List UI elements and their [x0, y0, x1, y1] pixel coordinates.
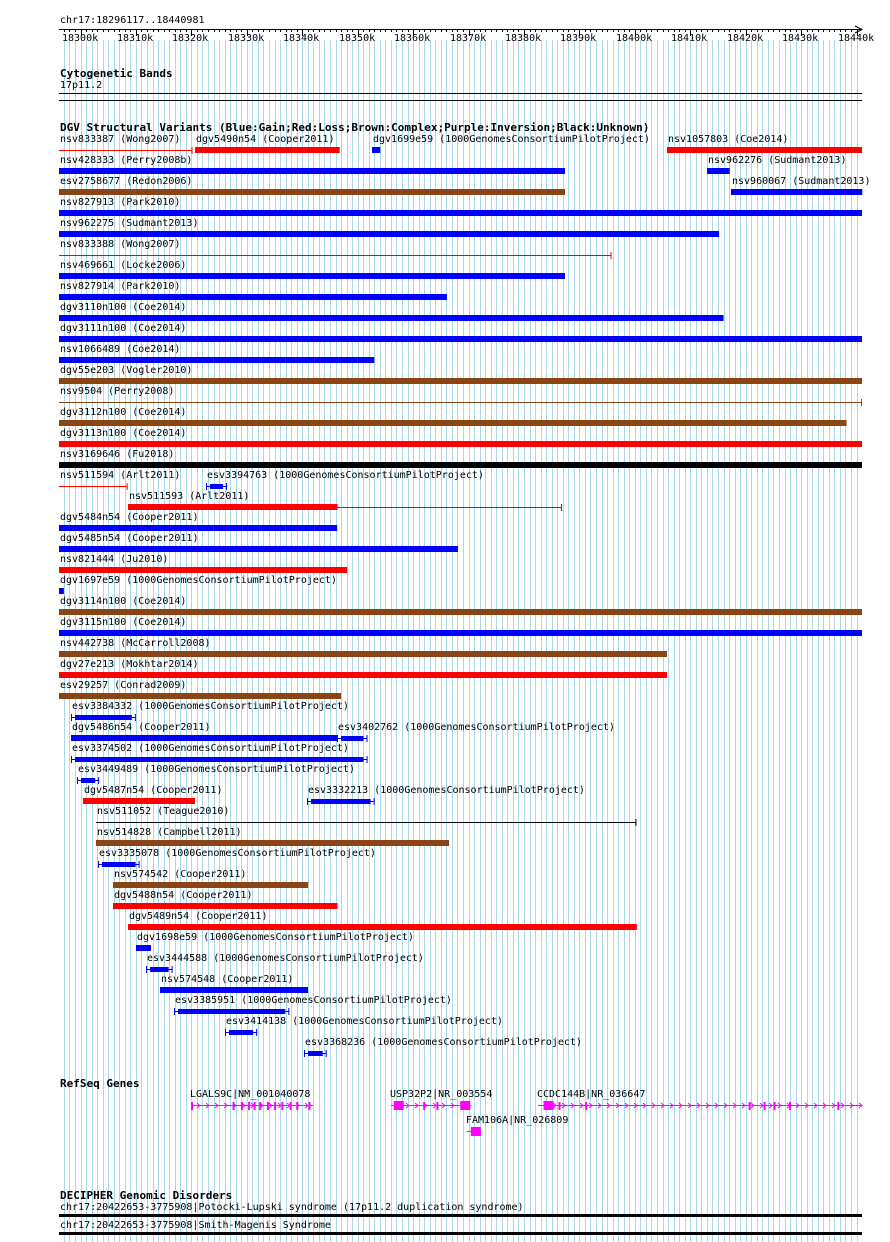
sv-bar	[59, 588, 64, 594]
sv-feature	[303, 1049, 330, 1058]
sv-bar	[59, 693, 341, 699]
sv-label: nsv9504 (Perry2008)	[60, 386, 175, 397]
sv-feature	[194, 146, 343, 155]
sv-feature	[371, 146, 384, 155]
ruler-tick-label: 18330k	[228, 33, 265, 44]
sv-bar	[102, 862, 136, 867]
sv-feature	[97, 860, 143, 869]
cytoband-bottom-line	[59, 100, 862, 101]
sv-label: nsv827913 (Park2010)	[60, 197, 181, 208]
sv-feature	[159, 986, 312, 995]
sv-bar	[178, 1009, 285, 1014]
sv-bar	[59, 231, 719, 237]
sv-feature	[127, 923, 640, 932]
sv-label: nsv821444 (Ju2010)	[60, 554, 169, 565]
decipher-bar	[59, 1232, 862, 1235]
gene-exon	[267, 1102, 269, 1110]
sv-label: nsv511052 (Teague2010)	[97, 806, 230, 817]
gene-exon	[274, 1102, 276, 1110]
sv-feature	[58, 629, 865, 638]
sv-feature	[95, 839, 453, 848]
sv-label: esv3414138 (1000GenomesConsortiumPilotProject)	[226, 1016, 503, 1027]
sv-label: nsv574542 (Cooper2011)	[114, 869, 247, 880]
gene-model	[536, 1101, 869, 1114]
ruler-tick-label: 18410k	[671, 33, 708, 44]
sv-bar	[83, 798, 195, 804]
sv-feature	[58, 251, 615, 260]
gene-exon	[191, 1102, 193, 1110]
sv-feature	[58, 671, 670, 680]
gene-exon	[248, 1102, 250, 1110]
sv-label: dgv5486n54 (Cooper2011)	[72, 722, 211, 733]
gene-model	[465, 1127, 487, 1140]
sv-feature	[58, 566, 351, 575]
sv-feature	[58, 167, 568, 176]
sv-feature	[70, 713, 139, 722]
gene-exon	[423, 1102, 425, 1110]
sv-bar	[59, 420, 847, 426]
cytoband-top-line	[59, 93, 862, 94]
sv-label: dgv3115n100 (Coe2014)	[60, 617, 187, 628]
sv-feature	[127, 503, 566, 512]
sv-bar	[210, 484, 223, 489]
sv-bar	[59, 462, 862, 468]
sv-bar	[59, 651, 667, 657]
sv-label: esv3335078 (1000GenomesConsortiumPilotProject)	[99, 848, 376, 859]
sv-label: nsv3169646 (Fu2018)	[60, 449, 175, 460]
gene-exon	[233, 1102, 235, 1110]
sv-label: dgv5489n54 (Cooper2011)	[129, 911, 268, 922]
sv-feature	[58, 398, 865, 407]
sv-bar	[308, 1051, 323, 1056]
decipher-label: chr17:20422653-3775908|Potocki-Lupski syndrome (17p11.2 duplication syndrome)	[60, 1202, 524, 1213]
sv-bar	[59, 210, 862, 216]
gene-label: LGALS9C|NM_001040078	[190, 1089, 311, 1100]
sv-bar	[128, 504, 338, 510]
sv-label: nsv574548 (Cooper2011)	[161, 974, 294, 985]
sv-bar	[311, 799, 371, 804]
sv-label: nsv962275 (Sudmant2013)	[60, 218, 199, 229]
ruler-tick-label: 18320k	[172, 33, 209, 44]
gene-label: USP32P2|NR_003554	[390, 1089, 493, 1100]
sv-label: esv3332213 (1000GenomesConsortiumPilotProject)	[308, 785, 585, 796]
sv-label: nsv827914 (Park2010)	[60, 281, 181, 292]
sv-label: dgv5487n54 (Cooper2011)	[84, 785, 223, 796]
sv-label: nsv1066489 (Coe2014)	[60, 344, 181, 355]
sv-label: nsv514828 (Campbell2011)	[97, 827, 242, 838]
ruler-tick-label: 18420k	[727, 33, 764, 44]
sv-feature	[58, 524, 341, 533]
sv-feature	[173, 1007, 293, 1016]
sv-feature	[58, 356, 378, 365]
gene-model	[389, 1101, 478, 1114]
gene-exon	[296, 1102, 298, 1110]
sv-feature	[70, 734, 341, 743]
sv-bar	[59, 441, 862, 447]
gene-label: FAM106A|NR_026809	[466, 1115, 569, 1126]
sv-bar	[81, 778, 95, 783]
gene-exon	[309, 1102, 311, 1110]
sv-bar	[59, 336, 862, 342]
gene-exon	[460, 1101, 470, 1110]
sv-bar	[59, 672, 667, 678]
gene-exon	[774, 1102, 776, 1110]
gene-exon	[559, 1102, 561, 1110]
dgv-track-title: DGV Structural Variants (Blue:Gain;Red:Loss;Brown:Complex;Purple:Inversion;Black:Unknown)	[60, 121, 650, 134]
sv-feature	[306, 797, 378, 806]
sv-feature	[145, 965, 176, 974]
sv-bar	[59, 273, 565, 279]
sv-bar	[59, 168, 565, 174]
sv-bar	[229, 1030, 253, 1035]
sv-feature	[112, 902, 341, 911]
sv-label: dgv3110n100 (Coe2014)	[60, 302, 187, 313]
sv-bar	[71, 735, 337, 741]
sv-label: esv3449489 (1000GenomesConsortiumPilotProject)	[78, 764, 355, 775]
sv-feature	[135, 944, 154, 953]
gene-exon	[764, 1102, 766, 1110]
sv-label: dgv3112n100 (Coe2014)	[60, 407, 187, 418]
cytoband-label: 17p11.2	[60, 80, 103, 91]
sv-bar	[59, 567, 347, 573]
sv-feature	[730, 188, 866, 197]
gene-exon	[837, 1102, 839, 1110]
sv-bar	[59, 630, 862, 636]
sv-label: nsv833387 (Wong2007)	[60, 134, 181, 145]
sv-feature	[58, 650, 670, 659]
sv-bar	[75, 757, 364, 762]
sv-bar	[667, 147, 862, 153]
gene-exon	[290, 1102, 292, 1110]
ruler-tick-label: 18390k	[560, 33, 597, 44]
gene-exon	[789, 1102, 791, 1110]
sv-bar	[707, 168, 730, 174]
sv-label: dgv55e203 (Vogler2010)	[60, 365, 193, 376]
sv-feature	[336, 734, 371, 743]
sv-bar	[59, 189, 565, 195]
sv-feature	[82, 797, 198, 806]
gene-model	[189, 1101, 319, 1114]
sv-label: dgv5484n54 (Cooper2011)	[60, 512, 199, 523]
sv-bar	[59, 546, 458, 552]
sv-label: dgv5485n54 (Cooper2011)	[60, 533, 199, 544]
sv-bar	[160, 987, 308, 993]
gene-exon	[281, 1102, 283, 1110]
sv-feature	[95, 818, 640, 827]
sv-feature	[58, 146, 196, 155]
sv-label: nsv1057803 (Coe2014)	[668, 134, 789, 145]
ruler-tick-label: 18440k	[838, 33, 875, 44]
region-label: chr17:18296117..18440981	[60, 15, 205, 26]
sv-label: esv3385951 (1000GenomesConsortiumPilotProject)	[175, 995, 452, 1006]
sv-feature	[58, 482, 131, 491]
ruler-tick-label: 18360k	[394, 33, 431, 44]
sv-bar	[136, 945, 151, 951]
sv-label: dgv5488n54 (Cooper2011)	[114, 890, 253, 901]
ruler-tick-label: 18400k	[616, 33, 653, 44]
sv-feature	[58, 545, 462, 554]
sv-feature	[58, 587, 67, 596]
sv-label: dgv3114n100 (Coe2014)	[60, 596, 187, 607]
sv-label: esv3374502 (1000GenomesConsortiumPilotProject)	[72, 743, 349, 754]
ruler-tick-label: 18370k	[450, 33, 487, 44]
sv-bar	[195, 147, 340, 153]
ruler-tick-label: 18340k	[283, 33, 320, 44]
sv-bar	[59, 525, 337, 531]
sv-bar	[59, 294, 447, 300]
sv-label: nsv960067 (Sudmant2013)	[732, 176, 871, 187]
sv-feature	[58, 209, 865, 218]
sv-feature	[58, 461, 865, 470]
sv-feature	[58, 692, 345, 701]
sv-label: dgv5490n54 (Cooper2011)	[196, 134, 335, 145]
sv-label: dgv1698e59 (1000GenomesConsortiumPilotProject)	[137, 932, 414, 943]
sv-label: esv3444588 (1000GenomesConsortiumPilotProject)	[147, 953, 424, 964]
sv-feature	[58, 377, 865, 386]
sv-feature	[666, 146, 866, 155]
sv-bar	[59, 609, 862, 615]
sv-bar	[75, 715, 132, 720]
sv-label: nsv442738 (McCarroll2008)	[60, 638, 211, 649]
sv-label: nsv511594 (Arlt2011)	[60, 470, 181, 481]
sv-label: dgv3113n100 (Coe2014)	[60, 428, 187, 439]
gene-exon	[471, 1127, 481, 1136]
sv-feature	[58, 293, 450, 302]
sv-feature	[706, 167, 733, 176]
sv-label: esv3402762 (1000GenomesConsortiumPilotProject)	[338, 722, 615, 733]
sv-bar	[731, 189, 862, 195]
gene-exon	[585, 1102, 587, 1110]
sv-bar	[150, 967, 169, 972]
sv-label: dgv1699e59 (1000GenomesConsortiumPilotProject)	[373, 134, 650, 145]
sv-label: nsv833388 (Wong2007)	[60, 239, 181, 250]
decipher-label: chr17:20422653-3775908|Smith-Magenis Syndrome	[60, 1220, 331, 1231]
sv-feature	[112, 881, 312, 890]
sv-label: esv2758677 (Redon2006)	[60, 176, 193, 187]
ruler-tick-label: 18300k	[62, 33, 99, 44]
ruler-tick-label: 18380k	[505, 33, 542, 44]
sv-bar	[372, 147, 380, 153]
sv-label: nsv428333 (Perry2008b)	[60, 155, 193, 166]
sv-bar	[113, 882, 308, 888]
sv-feature	[205, 482, 231, 491]
sv-bar	[341, 736, 363, 741]
sv-feature	[224, 1028, 261, 1037]
sv-label: nsv511593 (Arlt2011)	[129, 491, 250, 502]
gene-exon	[544, 1101, 554, 1110]
sv-label: esv3384332 (1000GenomesConsortiumPilotProject)	[72, 701, 349, 712]
gene-exon	[436, 1102, 438, 1110]
sv-feature	[58, 608, 865, 617]
sv-label: esv3368236 (1000GenomesConsortiumPilotProject)	[305, 1037, 582, 1048]
decipher-bar	[59, 1214, 862, 1217]
gene-exon	[749, 1102, 751, 1110]
sv-bar	[96, 840, 449, 846]
sv-feature	[58, 335, 865, 344]
sv-label: nsv962276 (Sudmant2013)	[708, 155, 847, 166]
cytoband-track-title: Cytogenetic Bands	[60, 67, 173, 80]
refseq-track-title: RefSeq Genes	[60, 1077, 140, 1090]
sv-label: dgv27e213 (Mokhtar2014)	[60, 659, 199, 670]
ruler-tick-label: 18310k	[117, 33, 154, 44]
gene-exon	[254, 1102, 256, 1110]
sv-label: dgv3111n100 (Coe2014)	[60, 323, 187, 334]
sv-feature	[76, 776, 103, 785]
sv-feature	[58, 419, 850, 428]
ruler-tick-label: 18350k	[339, 33, 376, 44]
gene-exon	[394, 1101, 404, 1110]
sv-feature	[58, 314, 727, 323]
sv-bar	[113, 903, 337, 909]
gene-exon	[259, 1102, 261, 1110]
gene-exon	[241, 1102, 243, 1110]
sv-bar	[59, 357, 374, 363]
sv-bar	[128, 924, 637, 930]
decipher-track-title: DECIPHER Genomic Disorders	[60, 1189, 233, 1202]
sv-feature	[58, 230, 723, 239]
sv-label: esv3394763 (1000GenomesConsortiumPilotProject)	[207, 470, 484, 481]
sv-feature	[58, 188, 568, 197]
sv-bar	[59, 378, 862, 384]
sv-label: esv29257 (Conrad2009)	[60, 680, 187, 691]
ruler-tick-label: 18430k	[782, 33, 819, 44]
sv-feature	[58, 440, 865, 449]
sv-label: nsv469661 (Locke2006)	[60, 260, 187, 271]
sv-label: dgv1697e59 (1000GenomesConsortiumPilotProject)	[60, 575, 337, 586]
sv-bar	[59, 315, 724, 321]
sv-feature	[58, 272, 568, 281]
gene-label: CCDC144B|NR_036647	[537, 1089, 646, 1100]
sv-feature	[70, 755, 371, 764]
